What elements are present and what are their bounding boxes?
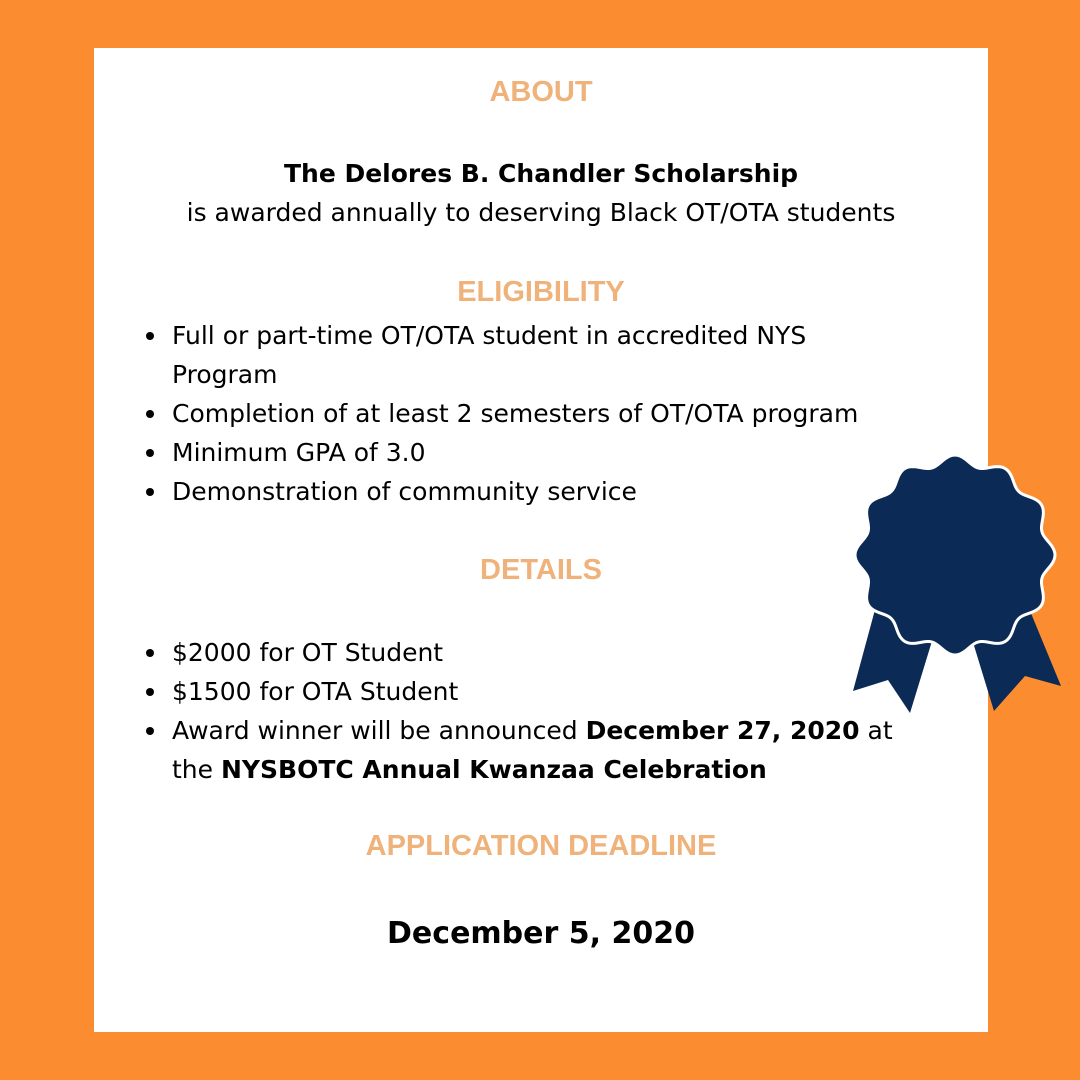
list-item: Full or part-time OT/OTA student in accredited NYS Program — [94, 316, 894, 394]
announcement-prefix: Award winner will be announced — [172, 716, 586, 745]
list-item: Minimum GPA of 3.0 — [94, 433, 894, 472]
list-item: $2000 for OT Student — [94, 633, 894, 672]
eligibility-list — [94, 316, 894, 511]
details-heading: DETAILS — [480, 554, 602, 586]
list-item: Completion of at least 2 semesters of OT/OTA program — [94, 394, 894, 433]
about-heading: ABOUT — [489, 76, 593, 108]
deadline-heading: APPLICATION DEADLINE — [365, 830, 717, 862]
announcement-date: December 27, 2020 — [585, 716, 860, 745]
details-list — [94, 633, 894, 789]
eligibility-heading: ELIGIBILITY — [457, 276, 625, 308]
scholarship-name: The Delores B. Chandler Scholarship — [283, 159, 799, 188]
about-text — [94, 154, 988, 232]
list-item-announcement — [94, 711, 894, 789]
deadline-date: December 5, 2020 — [387, 916, 695, 951]
scholarship-description: is awarded annually to deserving Black OT/OTA students — [186, 198, 896, 227]
award-ribbon-icon — [848, 448, 1063, 718]
announcement-middle: at the — [172, 716, 893, 784]
list-item: $1500 for OTA Student — [94, 672, 894, 711]
list-item: Demonstration of community service — [94, 472, 894, 511]
announcement-event: NYSBOTC Annual Kwanzaa Celebration — [220, 755, 767, 784]
